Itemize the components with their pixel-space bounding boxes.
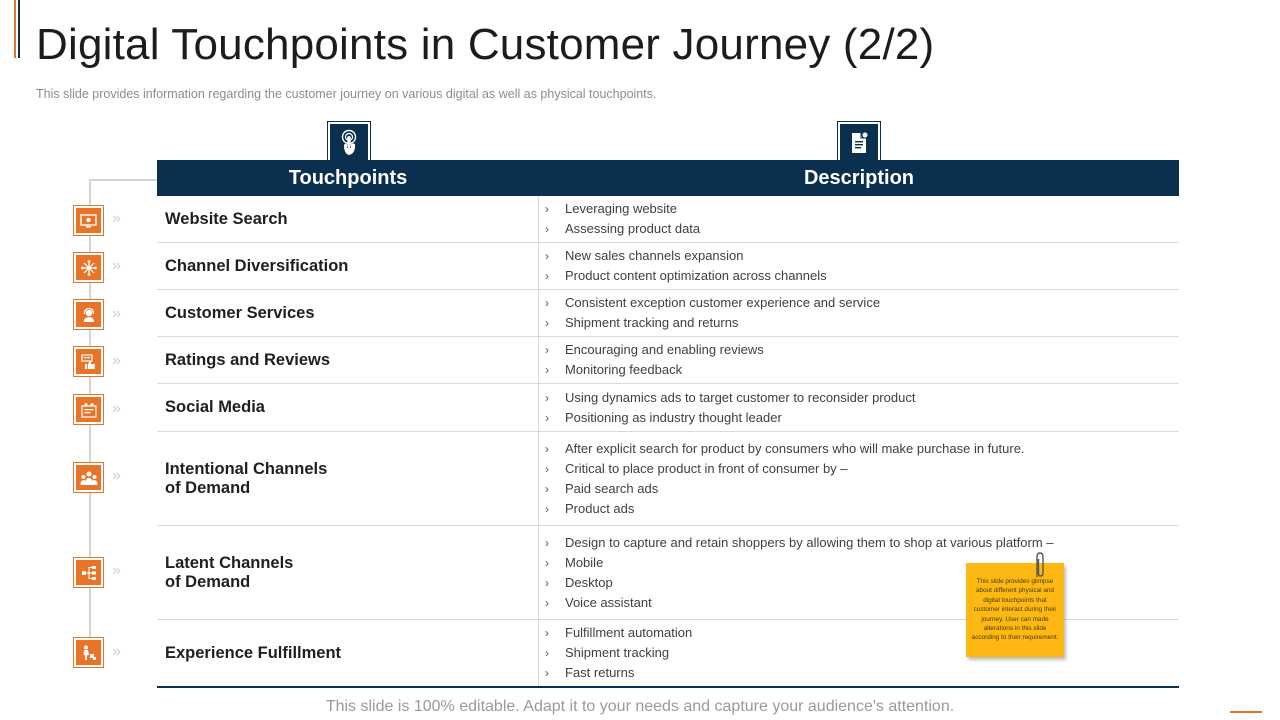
bullet-chevron: › (545, 343, 549, 357)
table-row (157, 432, 1179, 526)
bullet-chevron: › (545, 555, 549, 570)
header-touchpoints: Touchpoints (288, 166, 408, 189)
table-row (157, 290, 1179, 337)
touchpoint-name: Ratings and Reviews (157, 337, 539, 383)
timeline-bullet-website-search (74, 206, 103, 235)
arrow-marker: » (112, 210, 120, 227)
description-list (539, 526, 1179, 619)
timeline-connector (89, 179, 157, 181)
bullet-chevron: › (545, 646, 549, 660)
network-icon (81, 260, 97, 276)
arrow-marker: » (112, 305, 120, 322)
list-item: › Voice assistant (545, 593, 1179, 613)
list-item: › Consistent exception customer experience and service (545, 293, 1179, 313)
rating-thumb-icon (81, 354, 97, 370)
touchpoint-name: Experience Fulfillment (157, 620, 539, 686)
bullet-chevron: › (545, 363, 549, 377)
list-item: › Fast returns (545, 663, 1179, 683)
table-row (157, 243, 1179, 290)
list-item: › Product content optimization across channels (545, 266, 1179, 286)
arrow-marker: » (112, 467, 120, 484)
description-list (539, 620, 1179, 686)
slide-subtitle: This slide provides information regarding the customer journey on various digital as well as physical touchpoints. (36, 87, 657, 101)
touchpoints-table (157, 160, 1179, 196)
headset-user-icon (81, 307, 97, 323)
accent-bar-navy (18, 0, 20, 58)
description-list (539, 432, 1179, 525)
list-item: › Positioning as industry thought leader (545, 408, 1179, 428)
header-description: Description (803, 166, 915, 189)
timeline-bullet-latent-channels (74, 558, 103, 587)
bullet-chevron: › (545, 501, 549, 516)
arrow-marker: » (112, 562, 120, 579)
arrow-marker: » (112, 400, 120, 417)
list-item: › Paid search ads (545, 479, 1179, 499)
touchpoint-name: Intentional Channels of Demand (157, 432, 539, 525)
flow-chart-icon (81, 565, 97, 581)
sticky-note (966, 563, 1064, 657)
bullet-chevron: › (545, 626, 549, 640)
paperclip-icon (1032, 551, 1048, 581)
slide-title: Digital Touchpoints in Customer Journey (2/2) (36, 20, 935, 69)
bullet-chevron: › (545, 249, 549, 263)
table-row (157, 384, 1179, 432)
description-header-icon (838, 122, 880, 164)
timeline-bullet-social-media (74, 395, 103, 424)
list-item: › New sales channels expansion (545, 246, 1179, 266)
table-bottom-rule (157, 686, 1179, 688)
list-item: › Leveraging website (545, 199, 1179, 219)
list-item: › Design to capture and retain shoppers by allowing them to shop at various platform – (545, 533, 1179, 553)
delivery-person-icon (81, 645, 97, 661)
bullet-chevron: › (545, 441, 549, 456)
list-item: › Critical to place product in front of consumer by – (545, 459, 1179, 479)
sticky-note-text: This slide provides glimpse about different physical and digital touchpoints that customer interact during their journey. User can made alterations in this slide according to their requirement. (971, 578, 1059, 642)
bullet-chevron: › (545, 269, 549, 283)
footer-note: This slide is 100% editable. Adapt it to your needs and capture your audience's attention. (325, 698, 955, 715)
list-item: › Assessing product data (545, 219, 1179, 239)
table-row (157, 196, 1179, 243)
timeline-bullet-experience-fulfillment (74, 638, 103, 667)
touchpoint-name: Customer Services (157, 290, 539, 336)
bullet-chevron: › (545, 535, 549, 550)
list-item: › Using dynamics ads to target customer to reconsider product (545, 388, 1179, 408)
touchpoint-name: Channel Diversification (157, 243, 539, 289)
touch-hand-icon (336, 129, 362, 157)
timeline-bullet-channel-diversification (74, 253, 103, 282)
timeline-bullet-ratings-reviews (74, 347, 103, 376)
bullet-chevron: › (545, 666, 549, 680)
bullet-chevron: › (545, 575, 549, 590)
list-item: › Fulfillment automation (545, 623, 1179, 643)
bullet-chevron: › (545, 222, 549, 236)
document-icon (847, 130, 871, 156)
list-item: › Shipment tracking and returns (545, 313, 1179, 333)
list-item: › Monitoring feedback (545, 360, 1179, 380)
social-board-icon (81, 402, 97, 418)
timeline-bullet-intentional-channels (74, 463, 103, 492)
bullet-chevron: › (545, 316, 549, 330)
bullet-chevron: › (545, 296, 549, 310)
touchpoint-name: Latent Channels of Demand (157, 526, 539, 619)
timeline-bullet-customer-services (74, 300, 103, 329)
group-users-icon (80, 471, 98, 485)
table-row (157, 337, 1179, 384)
bullet-chevron: › (545, 202, 549, 216)
monitor-icon (80, 214, 97, 228)
touchpoint-name: Social Media (157, 384, 539, 431)
description-list (539, 243, 1179, 289)
accent-bar-orange (14, 0, 16, 58)
bullet-chevron: › (545, 461, 549, 476)
bullet-chevron: › (545, 595, 549, 610)
description-list (539, 384, 1179, 431)
description-list (539, 290, 1179, 336)
description-list (539, 337, 1179, 383)
arrow-marker: » (112, 643, 120, 660)
list-item: › Desktop (545, 573, 1179, 593)
list-item: › Shipment tracking (545, 643, 1179, 663)
description-list (539, 196, 1179, 242)
touchpoints-header-icon (328, 122, 370, 164)
bullet-chevron: › (545, 410, 549, 425)
list-item: › Product ads (545, 499, 1179, 519)
table-header (157, 160, 1179, 196)
list-item: › After explicit search for product by consumers who will make purchase in future. (545, 439, 1179, 459)
arrow-marker: » (112, 352, 120, 369)
bullet-chevron: › (545, 481, 549, 496)
touchpoint-name: Website Search (157, 196, 539, 242)
list-item: › Mobile (545, 553, 1179, 573)
bullet-chevron: › (545, 390, 549, 405)
accent-bar-bottom-right (1230, 711, 1262, 713)
arrow-marker: » (112, 257, 120, 274)
list-item: › Encouraging and enabling reviews (545, 340, 1179, 360)
